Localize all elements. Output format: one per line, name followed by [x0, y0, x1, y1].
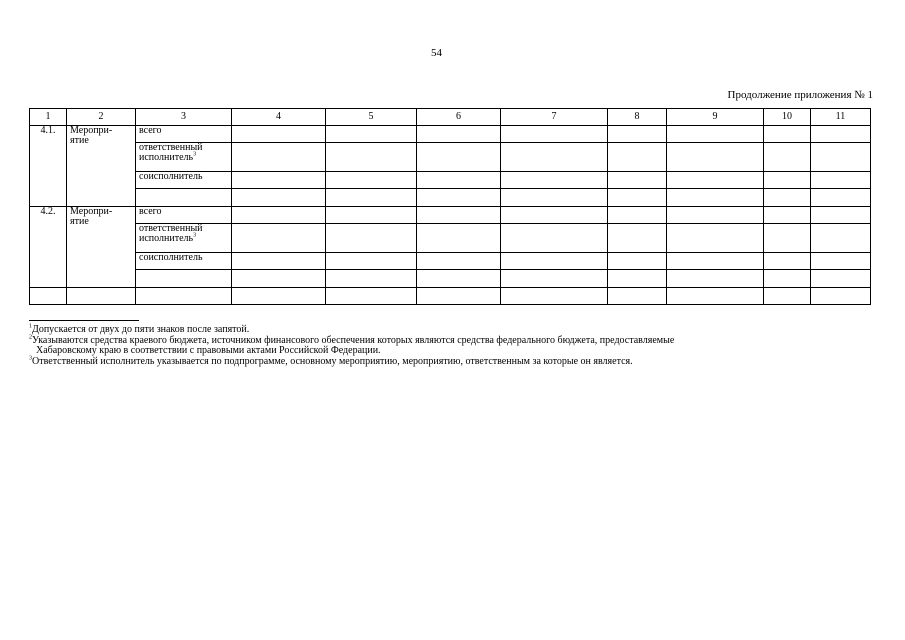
value-cell — [811, 270, 871, 288]
value-cell — [608, 143, 667, 172]
value-cell — [417, 253, 501, 270]
value-cell — [501, 288, 608, 305]
value-cell — [608, 253, 667, 270]
value-cell — [232, 126, 326, 143]
value-cell — [811, 288, 871, 305]
value-cell — [764, 172, 811, 189]
value-cell — [764, 143, 811, 172]
appendix-table — [29, 108, 871, 305]
value-cell — [811, 143, 871, 172]
value-cell — [417, 189, 501, 207]
value-cell — [667, 253, 764, 270]
table-row — [30, 126, 871, 143]
col-header: 11 — [811, 109, 871, 126]
value-cell — [326, 253, 417, 270]
value-cell — [417, 288, 501, 305]
footnote-divider — [29, 320, 139, 321]
value-cell — [326, 189, 417, 207]
role-line: исполнитель — [139, 233, 194, 244]
footnote-ref: 3 — [193, 151, 197, 158]
table-row — [30, 172, 871, 189]
value-cell — [764, 189, 811, 207]
col-header: 1 — [30, 109, 67, 126]
col-header: 10 — [764, 109, 811, 126]
value-cell — [501, 189, 608, 207]
value-cell — [608, 224, 667, 253]
value-cell — [764, 253, 811, 270]
value-cell — [608, 172, 667, 189]
item-name — [67, 207, 136, 288]
value-cell — [811, 253, 871, 270]
value-cell — [667, 224, 764, 253]
value-cell — [501, 224, 608, 253]
value-cell — [667, 189, 764, 207]
value-cell — [811, 207, 871, 224]
value-cell — [232, 143, 326, 172]
value-cell — [232, 224, 326, 253]
value-cell — [667, 172, 764, 189]
role-line: ответственный — [139, 142, 203, 153]
value-cell — [501, 207, 608, 224]
value-cell — [232, 189, 326, 207]
role-line: ответственный — [139, 223, 203, 234]
table-row — [30, 288, 871, 305]
value-cell — [764, 126, 811, 143]
value-cell — [501, 172, 608, 189]
footnote-3 — [29, 357, 877, 368]
value-cell — [30, 288, 67, 305]
footnote-ref: 3 — [193, 232, 197, 239]
value-cell — [67, 288, 136, 305]
value-cell — [608, 207, 667, 224]
value-cell — [326, 288, 417, 305]
value-cell — [136, 288, 232, 305]
value-cell — [417, 224, 501, 253]
role-cell — [136, 189, 232, 207]
col-header: 4 — [232, 109, 326, 126]
value-cell — [667, 288, 764, 305]
value-cell — [608, 270, 667, 288]
value-cell — [667, 270, 764, 288]
value-cell — [232, 270, 326, 288]
col-header: 7 — [501, 109, 608, 126]
col-header: 2 — [67, 109, 136, 126]
header-row — [30, 109, 871, 126]
item-name-line: ятие — [70, 135, 89, 146]
col-header: 8 — [608, 109, 667, 126]
value-cell — [232, 253, 326, 270]
value-cell — [326, 270, 417, 288]
value-cell — [417, 143, 501, 172]
value-cell — [326, 224, 417, 253]
role-cell: всего — [136, 207, 232, 224]
col-header: 6 — [417, 109, 501, 126]
value-cell — [326, 126, 417, 143]
continuation-label: Продолжение приложения № 1 — [727, 89, 873, 101]
value-cell — [667, 126, 764, 143]
value-cell — [232, 172, 326, 189]
table-row — [30, 224, 871, 253]
value-cell — [608, 288, 667, 305]
footnote-mark: 2 — [29, 334, 32, 341]
value-cell — [811, 224, 871, 253]
value-cell — [608, 126, 667, 143]
table-row — [30, 189, 871, 207]
item-name-line: Меропри- — [70, 206, 113, 217]
table-row — [30, 143, 871, 172]
value-cell — [417, 172, 501, 189]
value-cell — [764, 224, 811, 253]
value-cell — [811, 189, 871, 207]
value-cell — [501, 143, 608, 172]
role-cell — [136, 143, 232, 172]
value-cell — [501, 253, 608, 270]
role-cell: всего — [136, 126, 232, 143]
col-header: 5 — [326, 109, 417, 126]
footnote-mark: 1 — [29, 323, 32, 330]
value-cell — [232, 288, 326, 305]
footnotes — [29, 320, 877, 367]
value-cell — [326, 172, 417, 189]
table-row — [30, 270, 871, 288]
value-cell — [501, 126, 608, 143]
value-cell — [326, 143, 417, 172]
value-cell — [326, 207, 417, 224]
value-cell — [667, 143, 764, 172]
item-code: 4.2. — [30, 207, 67, 288]
value-cell — [501, 270, 608, 288]
col-header: 9 — [667, 109, 764, 126]
item-name-line: Меропри- — [70, 125, 113, 136]
value-cell — [417, 126, 501, 143]
value-cell — [764, 207, 811, 224]
value-cell — [811, 172, 871, 189]
value-cell — [417, 207, 501, 224]
value-cell — [232, 207, 326, 224]
value-cell — [608, 189, 667, 207]
value-cell — [811, 126, 871, 143]
footnote-mark: 3 — [29, 355, 32, 362]
role-cell: соисполнитель — [136, 172, 232, 189]
role-cell — [136, 224, 232, 253]
table-row — [30, 207, 871, 224]
item-code: 4.1. — [30, 126, 67, 207]
role-cell — [136, 270, 232, 288]
item-name-line: ятие — [70, 216, 89, 227]
footnote-text: Ответственный исполнитель указывается по подпрограмме, основному мероприятию, мероприятию, ответственным за которые он является. — [32, 355, 633, 367]
col-header: 3 — [136, 109, 232, 126]
footnote-text: Хабаровскому краю в соответствии с правовыми актами Российской Федерации. — [36, 345, 381, 356]
table-row — [30, 253, 871, 270]
page-number: 54 — [431, 47, 442, 59]
footnote-text: Допускается от двух до пяти знаков после запятой. — [32, 324, 250, 335]
value-cell — [667, 207, 764, 224]
item-name — [67, 126, 136, 207]
footnote-text: Указываются средства краевого бюджета, источником финансового обеспечения которых являются средства федерального бюджета, предоставляемые — [32, 334, 675, 346]
role-line: исполнитель — [139, 152, 194, 163]
value-cell — [764, 270, 811, 288]
role-cell: соисполнитель — [136, 253, 232, 270]
value-cell — [417, 270, 501, 288]
value-cell — [764, 288, 811, 305]
